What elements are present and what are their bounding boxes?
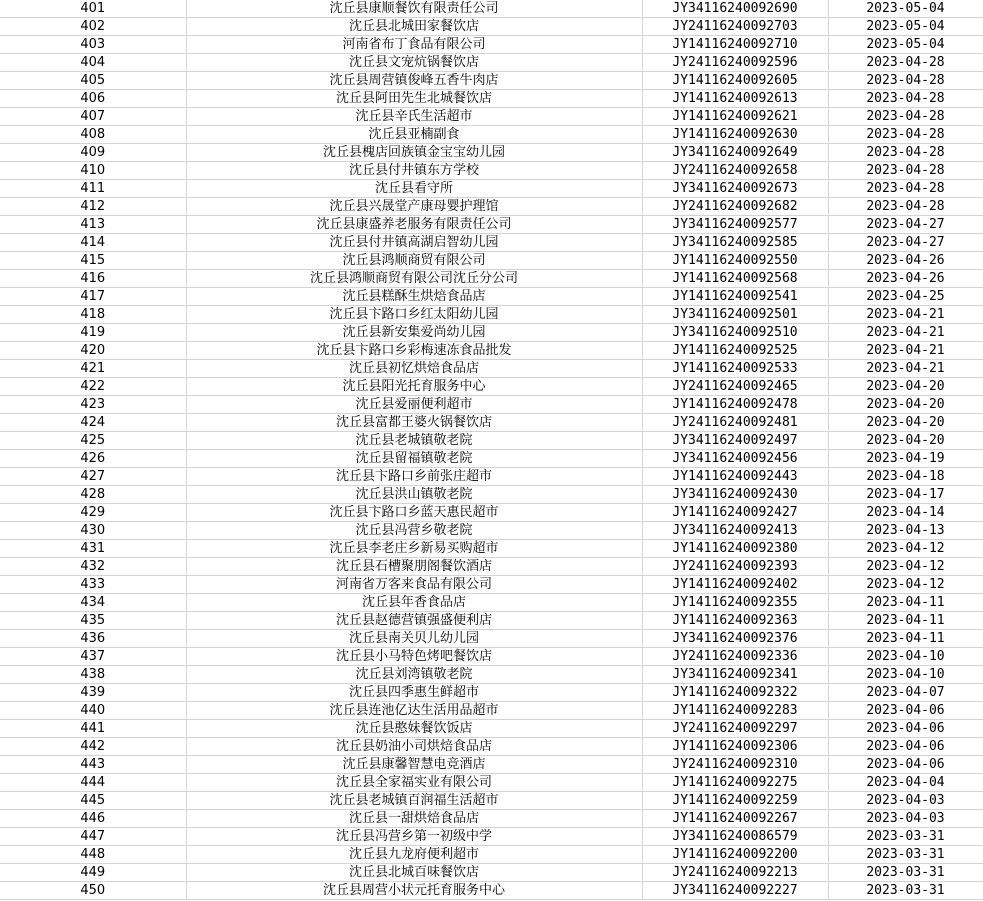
license-number-cell[interactable]: JY14116240092322 <box>642 684 828 702</box>
license-number-cell[interactable]: JY24116240092310 <box>642 756 828 774</box>
table-row <box>0 702 983 720</box>
issue-date-cell[interactable]: 2023-04-27 <box>828 234 983 252</box>
row-number-cell[interactable]: 414 <box>0 234 186 252</box>
row-number-cell[interactable]: 430 <box>0 522 186 540</box>
company-name-cell[interactable]: 沈丘县看守所 <box>186 180 642 198</box>
table-row <box>0 864 983 882</box>
row-number-cell[interactable]: 442 <box>0 738 186 756</box>
license-number-cell[interactable]: JY14116240092355 <box>642 594 828 612</box>
license-number-cell[interactable]: JY14116240092710 <box>642 36 828 54</box>
issue-date-cell[interactable]: 2023-04-28 <box>828 72 983 90</box>
license-number-cell[interactable]: JY14116240092568 <box>642 270 828 288</box>
issue-date-cell[interactable]: 2023-04-28 <box>828 198 983 216</box>
license-number-cell[interactable]: JY14116240092283 <box>642 702 828 720</box>
license-number-cell[interactable]: JY14116240092363 <box>642 612 828 630</box>
row-number-cell[interactable]: 412 <box>0 198 186 216</box>
table-row <box>0 18 983 36</box>
issue-date-cell[interactable]: 2023-04-28 <box>828 126 983 144</box>
row-number-cell[interactable]: 448 <box>0 846 186 864</box>
license-number-cell[interactable]: JY24116240092658 <box>642 162 828 180</box>
row-number-cell[interactable]: 419 <box>0 324 186 342</box>
company-name-cell[interactable]: 沈丘县小马特色烤吧餐饮店 <box>186 648 642 666</box>
table-row <box>0 558 983 576</box>
license-number-cell[interactable]: JY34116240092341 <box>642 666 828 684</box>
table-row <box>0 270 983 288</box>
company-name-cell[interactable]: 沈丘县李老庄乡新易买购超市 <box>186 540 642 558</box>
table-row <box>0 810 983 828</box>
issue-date-cell[interactable]: 2023-04-03 <box>828 792 983 810</box>
license-number-cell[interactable]: JY34116240092413 <box>642 522 828 540</box>
issue-date-cell[interactable]: 2023-04-19 <box>828 450 983 468</box>
license-number-cell[interactable]: JY14116240092621 <box>642 108 828 126</box>
table-row <box>0 378 983 396</box>
license-number-cell[interactable]: JY34116240092649 <box>642 144 828 162</box>
company-name-cell[interactable]: 沈丘县阳光托育服务中心 <box>186 378 642 396</box>
license-number-cell[interactable]: JY14116240092267 <box>642 810 828 828</box>
issue-date-cell[interactable]: 2023-04-13 <box>828 522 983 540</box>
table-row <box>0 396 983 414</box>
company-name-cell[interactable]: 沈丘县鸿顺商贸有限公司沈丘分公司 <box>186 270 642 288</box>
issue-date-cell[interactable]: 2023-04-03 <box>828 810 983 828</box>
issue-date-cell[interactable]: 2023-04-20 <box>828 378 983 396</box>
row-number-cell[interactable]: 413 <box>0 216 186 234</box>
table-row <box>0 306 983 324</box>
issue-date-cell[interactable]: 2023-05-04 <box>828 36 983 54</box>
issue-date-cell[interactable]: 2023-04-27 <box>828 216 983 234</box>
row-number-cell[interactable]: 432 <box>0 558 186 576</box>
issue-date-cell[interactable]: 2023-04-11 <box>828 612 983 630</box>
license-number-cell[interactable]: JY34116240086579 <box>642 828 828 846</box>
license-number-cell[interactable]: JY24116240092682 <box>642 198 828 216</box>
row-number-cell[interactable]: 445 <box>0 792 186 810</box>
table-row <box>0 414 983 432</box>
company-name-cell[interactable]: 沈丘县卞路口乡蓝天惠民超市 <box>186 504 642 522</box>
issue-date-cell[interactable]: 2023-04-21 <box>828 360 983 378</box>
row-number-cell[interactable]: 420 <box>0 342 186 360</box>
company-name-cell[interactable]: 沈丘县辛氏生活超市 <box>186 108 642 126</box>
issue-date-cell[interactable]: 2023-04-28 <box>828 90 983 108</box>
row-number-cell[interactable]: 410 <box>0 162 186 180</box>
license-number-cell[interactable]: JY34116240092376 <box>642 630 828 648</box>
row-number-cell[interactable]: 429 <box>0 504 186 522</box>
table-row <box>0 72 983 90</box>
table-row <box>0 522 983 540</box>
company-name-cell[interactable]: 沈丘县康馨智慧电竞酒店 <box>186 756 642 774</box>
license-number-cell[interactable]: JY14116240092275 <box>642 774 828 792</box>
table-row <box>0 36 983 54</box>
license-number-cell[interactable]: JY34116240092690 <box>642 0 828 18</box>
company-name-cell[interactable]: 沈丘县全家福实业有限公司 <box>186 774 642 792</box>
issue-date-cell[interactable]: 2023-03-31 <box>828 864 983 882</box>
issue-date-cell[interactable]: 2023-05-04 <box>828 18 983 36</box>
table-row <box>0 126 983 144</box>
row-number-cell[interactable]: 434 <box>0 594 186 612</box>
license-number-cell[interactable]: JY14116240092427 <box>642 504 828 522</box>
row-number-cell[interactable]: 405 <box>0 72 186 90</box>
table-row <box>0 198 983 216</box>
issue-date-cell[interactable]: 2023-04-21 <box>828 342 983 360</box>
issue-date-cell[interactable]: 2023-04-28 <box>828 180 983 198</box>
issue-date-cell[interactable]: 2023-05-04 <box>828 0 983 18</box>
company-name-cell[interactable]: 沈丘县鸿顺商贸有限公司 <box>186 252 642 270</box>
company-name-cell[interactable]: 沈丘县刘湾镇敬老院 <box>186 666 642 684</box>
table-row <box>0 594 983 612</box>
issue-date-cell[interactable]: 2023-04-07 <box>828 684 983 702</box>
row-number-cell[interactable]: 437 <box>0 648 186 666</box>
issue-date-cell[interactable]: 2023-04-25 <box>828 288 983 306</box>
company-name-cell[interactable]: 沈丘县兴晟堂产康母婴护理馆 <box>186 198 642 216</box>
company-name-cell[interactable]: 沈丘县爱丽便利超市 <box>186 396 642 414</box>
table-row <box>0 720 983 738</box>
license-number-cell[interactable]: JY14116240092402 <box>642 576 828 594</box>
row-number-cell[interactable]: 435 <box>0 612 186 630</box>
table-row <box>0 0 983 18</box>
row-number-cell[interactable]: 441 <box>0 720 186 738</box>
row-number-cell[interactable]: 433 <box>0 576 186 594</box>
row-number-cell[interactable]: 446 <box>0 810 186 828</box>
license-number-cell[interactable]: JY24116240092596 <box>642 54 828 72</box>
issue-date-cell[interactable]: 2023-04-17 <box>828 486 983 504</box>
issue-date-cell[interactable]: 2023-03-31 <box>828 828 983 846</box>
row-number-cell[interactable]: 426 <box>0 450 186 468</box>
company-name-cell[interactable]: 沈丘县石槽聚朋阁餐饮酒店 <box>186 558 642 576</box>
row-number-cell[interactable]: 415 <box>0 252 186 270</box>
company-name-cell[interactable]: 河南省万客来食品有限公司 <box>186 576 642 594</box>
row-number-cell[interactable]: 424 <box>0 414 186 432</box>
issue-date-cell[interactable]: 2023-04-28 <box>828 162 983 180</box>
row-number-cell[interactable]: 411 <box>0 180 186 198</box>
issue-date-cell[interactable]: 2023-04-20 <box>828 414 983 432</box>
table-row <box>0 252 983 270</box>
company-name-cell[interactable]: 沈丘县卞路口乡红太阳幼儿园 <box>186 306 642 324</box>
issue-date-cell[interactable]: 2023-03-31 <box>828 846 983 864</box>
table-row <box>0 792 983 810</box>
license-number-cell[interactable]: JY34116240092585 <box>642 234 828 252</box>
company-name-cell[interactable]: 沈丘县付井镇高湖启智幼儿园 <box>186 234 642 252</box>
row-number-cell[interactable]: 431 <box>0 540 186 558</box>
license-number-cell[interactable]: JY34116240092430 <box>642 486 828 504</box>
license-number-cell[interactable]: JY14116240092478 <box>642 396 828 414</box>
license-number-cell[interactable]: JY24116240092481 <box>642 414 828 432</box>
row-number-cell[interactable]: 438 <box>0 666 186 684</box>
issue-date-cell[interactable]: 2023-04-12 <box>828 540 983 558</box>
row-number-cell[interactable]: 417 <box>0 288 186 306</box>
license-number-cell[interactable]: JY24116240092465 <box>642 378 828 396</box>
row-number-cell[interactable]: 440 <box>0 702 186 720</box>
company-name-cell[interactable]: 沈丘县亚楠副食 <box>186 126 642 144</box>
license-number-cell[interactable]: JY24116240092213 <box>642 864 828 882</box>
issue-date-cell[interactable]: 2023-04-14 <box>828 504 983 522</box>
row-number-cell[interactable]: 422 <box>0 378 186 396</box>
row-number-cell[interactable]: 423 <box>0 396 186 414</box>
company-name-cell[interactable]: 沈丘县阿田先生北城餐饮店 <box>186 90 642 108</box>
table-row <box>0 360 983 378</box>
issue-date-cell[interactable]: 2023-04-26 <box>828 252 983 270</box>
license-number-cell[interactable]: JY34116240092227 <box>642 882 828 900</box>
company-name-cell[interactable]: 沈丘县冯营乡敬老院 <box>186 522 642 540</box>
row-number-cell[interactable]: 403 <box>0 36 186 54</box>
license-number-cell[interactable]: JY14116240092306 <box>642 738 828 756</box>
issue-date-cell[interactable]: 2023-04-10 <box>828 648 983 666</box>
table-row <box>0 342 983 360</box>
company-name-cell[interactable]: 沈丘县九龙府便利超市 <box>186 846 642 864</box>
issue-date-cell[interactable]: 2023-04-21 <box>828 324 983 342</box>
issue-date-cell[interactable]: 2023-04-04 <box>828 774 983 792</box>
company-name-cell[interactable]: 沈丘县卞路口乡彩梅速冻食品批发 <box>186 342 642 360</box>
company-name-cell[interactable]: 沈丘县冯营乡第一初级中学 <box>186 828 642 846</box>
issue-date-cell[interactable]: 2023-04-28 <box>828 54 983 72</box>
license-number-cell[interactable]: JY14116240092380 <box>642 540 828 558</box>
license-number-cell[interactable]: JY14116240092550 <box>642 252 828 270</box>
table-row <box>0 684 983 702</box>
company-name-cell[interactable]: 沈丘县南关贝儿幼儿园 <box>186 630 642 648</box>
company-name-cell[interactable]: 沈丘县四季惠生鲜超市 <box>186 684 642 702</box>
row-number-cell[interactable]: 404 <box>0 54 186 72</box>
company-name-cell[interactable]: 沈丘县老城镇敬老院 <box>186 432 642 450</box>
row-number-cell[interactable]: 439 <box>0 684 186 702</box>
table-row <box>0 504 983 522</box>
license-number-cell[interactable]: JY14116240092259 <box>642 792 828 810</box>
table-row <box>0 216 983 234</box>
table-row <box>0 846 983 864</box>
license-number-cell[interactable]: JY34116240092673 <box>642 180 828 198</box>
company-name-cell[interactable]: 沈丘县北城百味餐饮店 <box>186 864 642 882</box>
table-row <box>0 828 983 846</box>
table-row <box>0 288 983 306</box>
license-number-cell[interactable]: JY14116240092605 <box>642 72 828 90</box>
license-number-cell[interactable]: JY24116240092336 <box>642 648 828 666</box>
table-row <box>0 468 983 486</box>
issue-date-cell[interactable]: 2023-04-10 <box>828 666 983 684</box>
company-name-cell[interactable]: 沈丘县初忆烘焙食品店 <box>186 360 642 378</box>
table-row <box>0 756 983 774</box>
company-name-cell[interactable]: 沈丘县周营镇俊峰五香牛肉店 <box>186 72 642 90</box>
issue-date-cell[interactable]: 2023-04-20 <box>828 396 983 414</box>
company-name-cell[interactable]: 沈丘县一甜烘焙食品店 <box>186 810 642 828</box>
issue-date-cell[interactable]: 2023-04-06 <box>828 738 983 756</box>
issue-date-cell[interactable]: 2023-04-06 <box>828 756 983 774</box>
license-number-cell[interactable]: JY14116240092613 <box>642 90 828 108</box>
company-name-cell[interactable]: 沈丘县憨妹餐饮饭店 <box>186 720 642 738</box>
issue-date-cell[interactable]: 2023-04-28 <box>828 108 983 126</box>
company-name-cell[interactable]: 沈丘县文宠炕锅餐饮店 <box>186 54 642 72</box>
issue-date-cell[interactable]: 2023-04-11 <box>828 594 983 612</box>
company-name-cell[interactable]: 沈丘县留福镇敬老院 <box>186 450 642 468</box>
issue-date-cell[interactable]: 2023-04-20 <box>828 432 983 450</box>
row-number-cell[interactable]: 425 <box>0 432 186 450</box>
company-name-cell[interactable]: 沈丘县槐店回族镇金宝宝幼儿园 <box>186 144 642 162</box>
table-row <box>0 882 983 900</box>
table-row <box>0 54 983 72</box>
company-name-cell[interactable]: 沈丘县奶油小司烘焙食品店 <box>186 738 642 756</box>
license-number-cell[interactable]: JY34116240092497 <box>642 432 828 450</box>
table-row <box>0 666 983 684</box>
issue-date-cell[interactable]: 2023-04-06 <box>828 720 983 738</box>
table-row <box>0 576 983 594</box>
license-number-cell[interactable]: JY14116240092541 <box>642 288 828 306</box>
company-name-cell[interactable]: 沈丘县糕酥生烘焙食品店 <box>186 288 642 306</box>
table-row <box>0 234 983 252</box>
row-number-cell[interactable]: 449 <box>0 864 186 882</box>
row-number-cell[interactable]: 447 <box>0 828 186 846</box>
license-number-cell[interactable]: JY34116240092456 <box>642 450 828 468</box>
issue-date-cell[interactable]: 2023-04-26 <box>828 270 983 288</box>
company-name-cell[interactable]: 沈丘县富都王婆火锅餐饮店 <box>186 414 642 432</box>
table-row <box>0 648 983 666</box>
table-row <box>0 450 983 468</box>
issue-date-cell[interactable]: 2023-04-12 <box>828 576 983 594</box>
issue-date-cell[interactable]: 2023-03-31 <box>828 882 983 900</box>
row-number-cell[interactable]: 402 <box>0 18 186 36</box>
license-number-cell[interactable]: JY14116240092630 <box>642 126 828 144</box>
table-row <box>0 612 983 630</box>
table-row <box>0 324 983 342</box>
row-number-cell[interactable]: 408 <box>0 126 186 144</box>
row-number-cell[interactable]: 427 <box>0 468 186 486</box>
company-name-cell[interactable]: 沈丘县康顺餐饮有限责任公司 <box>186 0 642 18</box>
company-name-cell[interactable]: 沈丘县连池亿达生活用品超市 <box>186 702 642 720</box>
company-name-cell[interactable]: 沈丘县康盛养老服务有限责任公司 <box>186 216 642 234</box>
table-row <box>0 774 983 792</box>
table-row <box>0 486 983 504</box>
license-number-cell[interactable]: JY34116240092577 <box>642 216 828 234</box>
license-number-cell[interactable]: JY24116240092393 <box>642 558 828 576</box>
table-row <box>0 630 983 648</box>
issue-date-cell[interactable]: 2023-04-18 <box>828 468 983 486</box>
table-row <box>0 738 983 756</box>
table-row <box>0 108 983 126</box>
license-number-cell[interactable]: JY24116240092703 <box>642 18 828 36</box>
table-row <box>0 540 983 558</box>
license-number-cell[interactable]: JY34116240092510 <box>642 324 828 342</box>
license-number-cell[interactable]: JY34116240092501 <box>642 306 828 324</box>
company-name-cell[interactable]: 沈丘县年香食品店 <box>186 594 642 612</box>
issue-date-cell[interactable]: 2023-04-06 <box>828 702 983 720</box>
issue-date-cell[interactable]: 2023-04-11 <box>828 630 983 648</box>
company-name-cell[interactable]: 沈丘县老城镇百润福生活超市 <box>186 792 642 810</box>
license-number-cell[interactable]: JY14116240092533 <box>642 360 828 378</box>
row-number-cell[interactable]: 421 <box>0 360 186 378</box>
row-number-cell[interactable]: 450 <box>0 882 186 900</box>
row-number-cell[interactable]: 436 <box>0 630 186 648</box>
company-name-cell[interactable]: 沈丘县洪山镇敬老院 <box>186 486 642 504</box>
company-name-cell[interactable]: 沈丘县新安集爱尚幼儿园 <box>186 324 642 342</box>
company-name-cell[interactable]: 沈丘县周营小状元托育服务中心 <box>186 882 642 900</box>
row-number-cell[interactable]: 444 <box>0 774 186 792</box>
license-number-cell[interactable]: JY14116240092525 <box>642 342 828 360</box>
row-number-cell[interactable]: 418 <box>0 306 186 324</box>
license-number-cell[interactable]: JY14116240092443 <box>642 468 828 486</box>
table-row <box>0 90 983 108</box>
table-row <box>0 162 983 180</box>
license-number-cell[interactable]: JY24116240092297 <box>642 720 828 738</box>
table-row <box>0 432 983 450</box>
company-name-cell[interactable]: 沈丘县北城田家餐饮店 <box>186 18 642 36</box>
company-name-cell[interactable]: 河南省布丁食品有限公司 <box>186 36 642 54</box>
company-name-cell[interactable]: 沈丘县赵德营镇强盛便利店 <box>186 612 642 630</box>
row-number-cell[interactable]: 443 <box>0 756 186 774</box>
row-number-cell[interactable]: 401 <box>0 0 186 18</box>
row-number-cell[interactable]: 406 <box>0 90 186 108</box>
issue-date-cell[interactable]: 2023-04-21 <box>828 306 983 324</box>
license-number-cell[interactable]: JY14116240092200 <box>642 846 828 864</box>
issue-date-cell[interactable]: 2023-04-12 <box>828 558 983 576</box>
table-row <box>0 180 983 198</box>
row-number-cell[interactable]: 416 <box>0 270 186 288</box>
issue-date-cell[interactable]: 2023-04-28 <box>828 144 983 162</box>
row-number-cell[interactable]: 407 <box>0 108 186 126</box>
row-number-cell[interactable]: 428 <box>0 486 186 504</box>
row-number-cell[interactable]: 409 <box>0 144 186 162</box>
company-name-cell[interactable]: 沈丘县付井镇东方学校 <box>186 162 642 180</box>
table-row <box>0 144 983 162</box>
company-name-cell[interactable]: 沈丘县卞路口乡前张庄超市 <box>186 468 642 486</box>
